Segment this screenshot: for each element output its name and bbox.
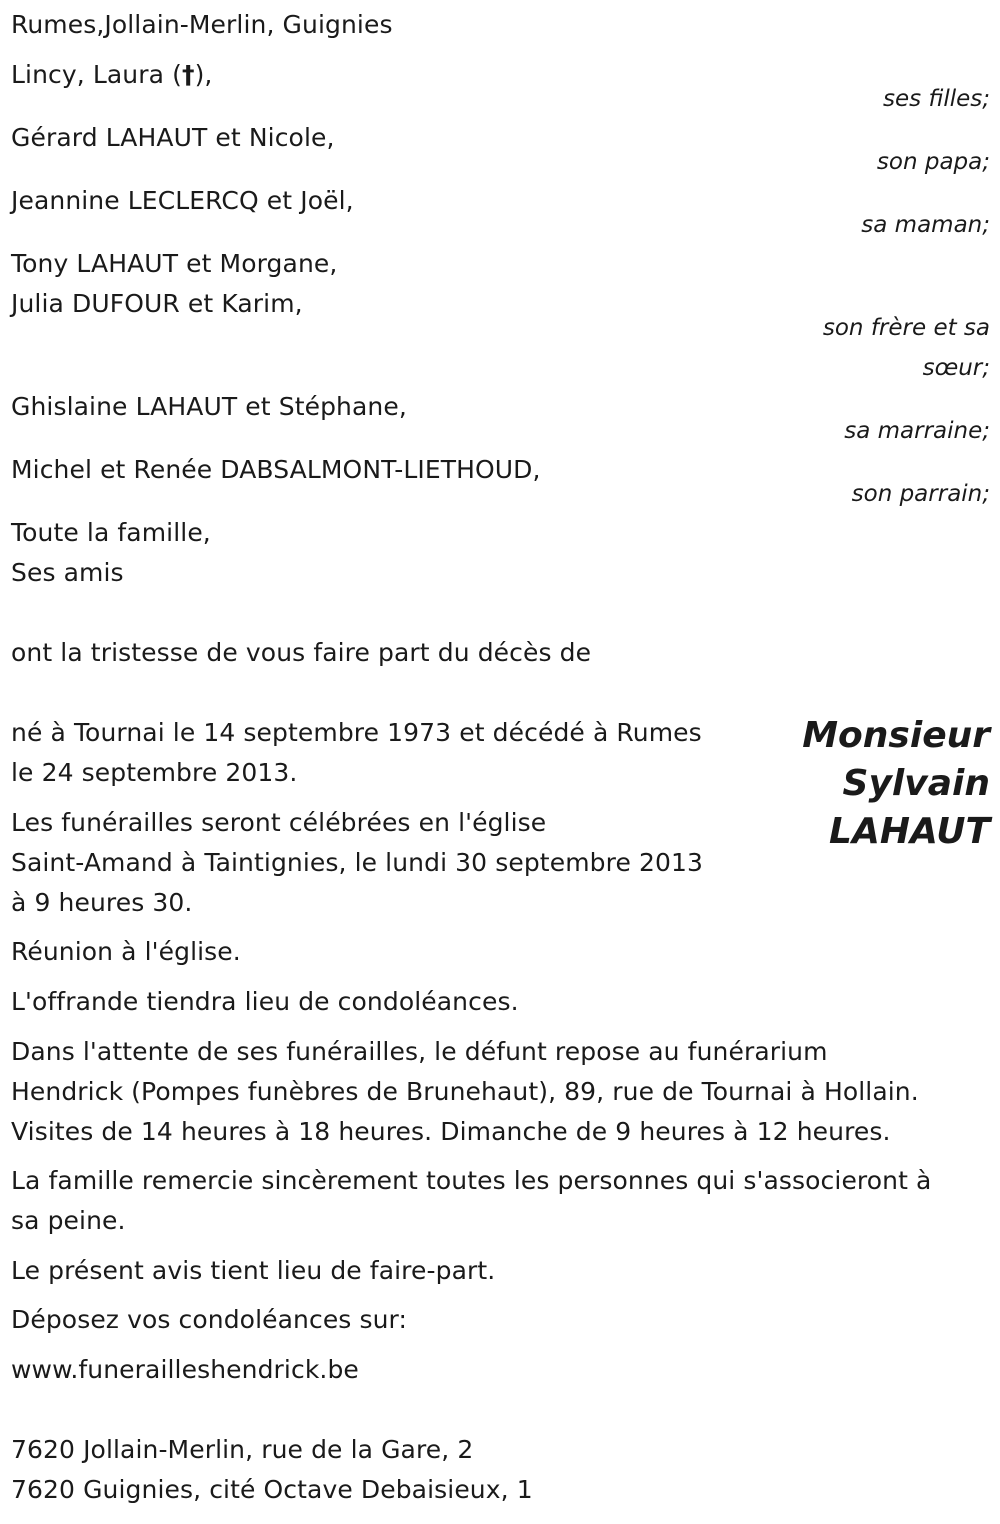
role-daughters: ses filles;: [883, 86, 990, 112]
daughters-names-end: ),: [194, 60, 213, 89]
deceased-first-name: Sylvain: [842, 763, 990, 804]
address-1: 7620 Jollain-Merlin, rue de la Gare, 2: [11, 1435, 474, 1464]
birth-line-1: né à Tournai le 14 septembre 1973 et décédé à Rumes: [11, 718, 702, 747]
role-godmother: sa marraine;: [844, 418, 990, 444]
deceased-name: [802, 712, 990, 856]
deceased-title: Monsieur: [802, 715, 990, 756]
family-names-daughters: [11, 60, 212, 90]
daughters-names: Lincy, Laura (: [11, 60, 182, 89]
address-2: 7620 Guignies, cité Octave Debaisieux, 1: [11, 1475, 533, 1504]
family-names-godmother: Ghislaine LAHAUT et Stéphane,: [11, 392, 407, 421]
family-names-godfather: Michel et Renée DABSALMONT-LIETHOUD,: [11, 455, 541, 484]
thanks-line-1: La famille remercie sincèrement toutes les personnes qui s'associeront à: [11, 1166, 932, 1195]
birth-line-2: le 24 septembre 2013.: [11, 758, 298, 787]
others-friends: Ses amis: [11, 558, 124, 587]
funeral-line-2: Saint-Amand à Taintignies, le lundi 30 septembre 2013: [11, 848, 703, 877]
wake-line-3: Visites de 14 heures à 18 heures. Dimanche de 9 heures à 12 heures.: [11, 1117, 891, 1146]
notice: Le présent avis tient lieu de faire-part.: [11, 1256, 496, 1285]
wake-line-2: Hendrick (Pompes funèbres de Brunehaut), 89, rue de Tournai à Hollain.: [11, 1077, 919, 1106]
family-names-mother: Jeannine LECLERCQ et Joël,: [11, 186, 354, 215]
role-siblings-2: sœur;: [922, 355, 990, 381]
thanks-line-2: sa peine.: [11, 1206, 126, 1235]
others-family: Toute la famille,: [11, 518, 211, 547]
condolences-label: Déposez vos condoléances sur:: [11, 1305, 408, 1334]
reunion: Réunion à l'église.: [11, 937, 241, 966]
role-mother: sa maman;: [861, 212, 990, 238]
website-link[interactable]: www.funerailleshendrick.be: [11, 1355, 359, 1384]
villages-header: Rumes,Jollain-Merlin, Guignies: [11, 10, 393, 39]
role-father: son papa;: [876, 149, 990, 175]
role-godfather: son parrain;: [851, 481, 990, 507]
announcement: ont la tristesse de vous faire part du décès de: [11, 638, 592, 667]
funeral-line-1: Les funérailles seront célébrées en l'église: [11, 808, 547, 837]
offering: L'offrande tiendra lieu de condoléances.: [11, 987, 519, 1016]
cross-icon: †: [181, 60, 195, 89]
role-siblings-1: son frère et sa: [822, 315, 990, 341]
deceased-last-name: LAHAUT: [829, 811, 990, 852]
funeral-line-3: à 9 heures 30.: [11, 888, 193, 917]
family-names-siblings-1: Tony LAHAUT et Morgane,: [11, 249, 338, 278]
family-names-father: Gérard LAHAUT et Nicole,: [11, 123, 335, 152]
family-names-siblings-2: Julia DUFOUR et Karim,: [11, 289, 303, 318]
wake-line-1: Dans l'attente de ses funérailles, le défunt repose au funérarium: [11, 1037, 828, 1066]
